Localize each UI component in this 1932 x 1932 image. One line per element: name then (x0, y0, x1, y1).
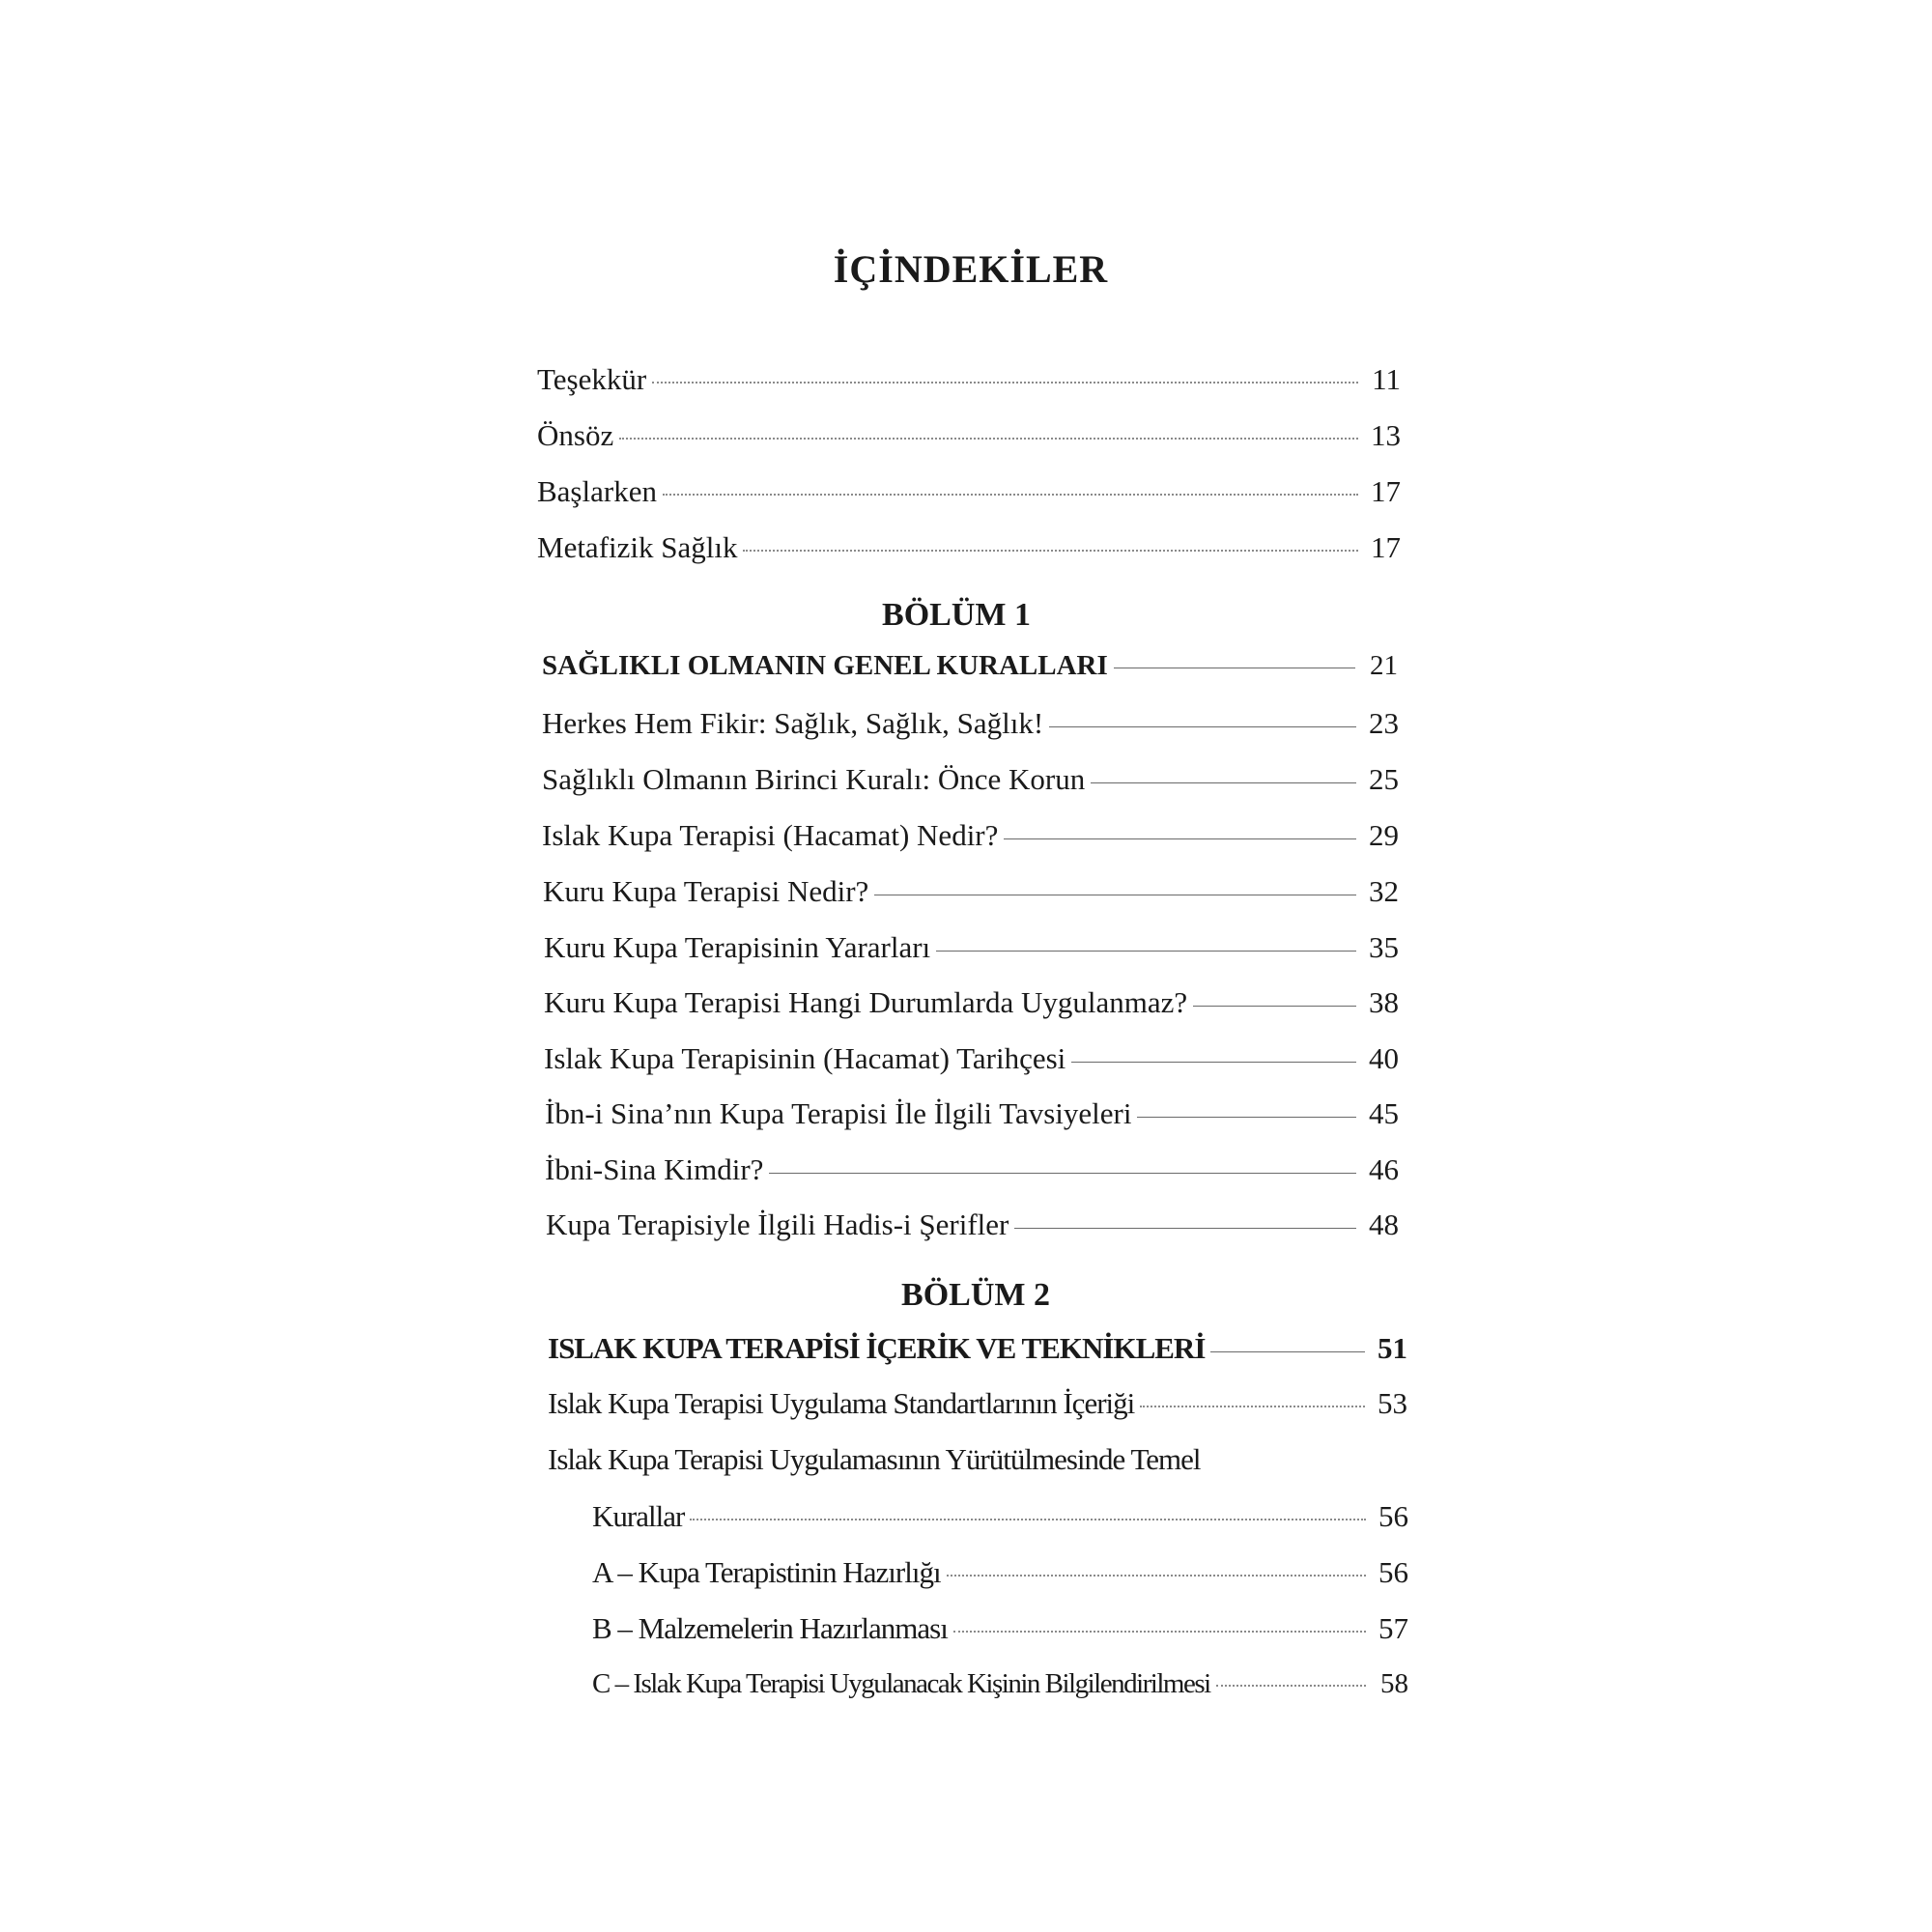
toc-entry-page: 46 (1369, 1152, 1399, 1186)
toc-entry-page: 11 (1372, 362, 1401, 396)
toc-entry-label: Metafizik Sağlık (537, 530, 738, 564)
toc-entry-label: Kuru Kupa Terapisi Hangi Durumlarda Uygulanmaz? (544, 985, 1188, 1019)
dot-leader (1216, 1685, 1366, 1687)
line-leader (1071, 1062, 1356, 1063)
toc-subentry[interactable] (592, 1555, 1408, 1602)
toc-subentry-label: A – Kupa Terapistinin Hazırlığı (592, 1555, 941, 1589)
toc-entry-page: 13 (1371, 418, 1401, 452)
toc-chapter-page: 51 (1378, 1331, 1407, 1365)
toc-entry-label: Teşekkür (537, 362, 647, 396)
toc-entry-page: 17 (1371, 530, 1401, 564)
toc-entry-label: Islak Kupa Terapisi (Hacamat) Nedir? (542, 818, 999, 852)
toc-subentry[interactable] (592, 1611, 1408, 1658)
toc-entry-label: Önsöz (537, 418, 614, 452)
toc-entry-label-line1[interactable]: Islak Kupa Terapisi Uygulamasının Yürütülmesinde Temel (548, 1442, 1201, 1476)
toc-entry[interactable] (537, 530, 1401, 577)
toc-chapter[interactable] (548, 1331, 1407, 1378)
toc-entry-page: 32 (1369, 874, 1399, 908)
dot-leader (953, 1631, 1366, 1633)
toc-subentry-label: C – Islak Kupa Terapisi Uygulanacak Kişinin Bilgilendirilmesi (592, 1668, 1210, 1699)
line-leader (1004, 838, 1356, 839)
toc-entry-page: 38 (1369, 985, 1399, 1019)
line-leader (1137, 1117, 1356, 1118)
toc-entry-label: Kurallar (592, 1499, 685, 1533)
toc-entry-label: Kuru Kupa Terapisi Nedir? (543, 874, 869, 908)
toc-entry-label: İbni-Sina Kimdir? (545, 1152, 764, 1186)
dot-leader (1140, 1406, 1365, 1407)
toc-entry-label: Kupa Terapisiyle İlgili Hadis-i Şerifler (546, 1208, 1009, 1241)
dot-leader (690, 1519, 1366, 1520)
toc-entry[interactable] (542, 706, 1399, 753)
toc-entry-label: Herkes Hem Fikir: Sağlık, Sağlık, Sağlık! (542, 706, 1044, 740)
line-leader (1193, 1006, 1356, 1007)
toc-entry-page: 48 (1369, 1208, 1399, 1241)
toc-entry[interactable] (537, 362, 1401, 409)
toc-entry[interactable] (544, 1041, 1399, 1088)
toc-subentry-label: B – Malzemelerin Hazırlanması (592, 1611, 948, 1645)
page-title: İÇİNDEKİLER (833, 247, 1109, 291)
line-leader (1210, 1351, 1365, 1352)
toc-chapter-label: ISLAK KUPA TERAPİSİ İÇERİK VE TEKNİKLERİ (548, 1331, 1206, 1365)
toc-entry[interactable] (546, 1208, 1399, 1254)
toc-subentry-page: 57 (1378, 1611, 1408, 1645)
dot-leader (652, 382, 1358, 384)
toc-entry[interactable] (544, 985, 1399, 1032)
line-leader (936, 951, 1356, 952)
dot-leader (743, 550, 1358, 552)
toc-chapter-page: 21 (1370, 650, 1398, 681)
toc-entry-label: Sağlıklı Olmanın Birinci Kuralı: Önce Korun (542, 762, 1086, 796)
toc-entry[interactable] (545, 1152, 1399, 1199)
toc-entry-label: Islak Kupa Terapisinin (Hacamat) Tarihçesi (544, 1041, 1066, 1075)
line-leader (769, 1173, 1356, 1174)
toc-entry[interactable] (537, 474, 1401, 521)
line-leader (1049, 726, 1356, 727)
toc-entry-label: Islak Kupa Terapisi Uygulama Standartlarının İçeriği (548, 1386, 1135, 1420)
toc-entry-page: 53 (1378, 1386, 1407, 1420)
toc-subentry-page: 58 (1380, 1668, 1408, 1699)
toc-entry-label: Kuru Kupa Terapisinin Yararları (544, 930, 931, 964)
line-leader (1091, 782, 1356, 783)
toc-entry[interactable] (537, 418, 1401, 465)
toc-entry-page: 29 (1369, 818, 1399, 852)
toc-subentry[interactable] (592, 1668, 1408, 1715)
part-heading: BÖLÜM 2 (901, 1277, 1050, 1313)
toc-entry-page: 45 (1369, 1096, 1399, 1130)
toc-entry[interactable] (548, 1386, 1407, 1433)
toc-entry[interactable] (544, 930, 1399, 977)
dot-leader (619, 438, 1358, 440)
toc-entry-page: 25 (1369, 762, 1399, 796)
line-leader (1014, 1228, 1356, 1229)
toc-entry-page: 17 (1371, 474, 1401, 508)
toc-subentry-page: 56 (1378, 1555, 1408, 1589)
toc-chapter-label: SAĞLIKLI OLMANIN GENEL KURALLARI (542, 650, 1108, 681)
toc-entry[interactable] (542, 762, 1399, 809)
part-heading: BÖLÜM 1 (882, 597, 1031, 633)
toc-entry[interactable] (542, 818, 1399, 865)
toc-entry-page: 56 (1378, 1499, 1408, 1533)
toc-entry[interactable] (592, 1499, 1408, 1546)
toc-entry-page: 35 (1369, 930, 1399, 964)
toc-entry-label: İbn-i Sina’nın Kupa Terapisi İle İlgili Tavsiyeleri (545, 1096, 1132, 1130)
toc-entry-page: 40 (1369, 1041, 1399, 1075)
toc-entry[interactable] (545, 1096, 1399, 1143)
dot-leader (947, 1575, 1366, 1577)
toc-entry-label: Başlarken (537, 474, 657, 508)
toc-chapter[interactable] (542, 650, 1398, 696)
dot-leader (663, 494, 1358, 496)
toc-entry-page: 23 (1369, 706, 1399, 740)
toc-entry[interactable] (543, 874, 1399, 921)
